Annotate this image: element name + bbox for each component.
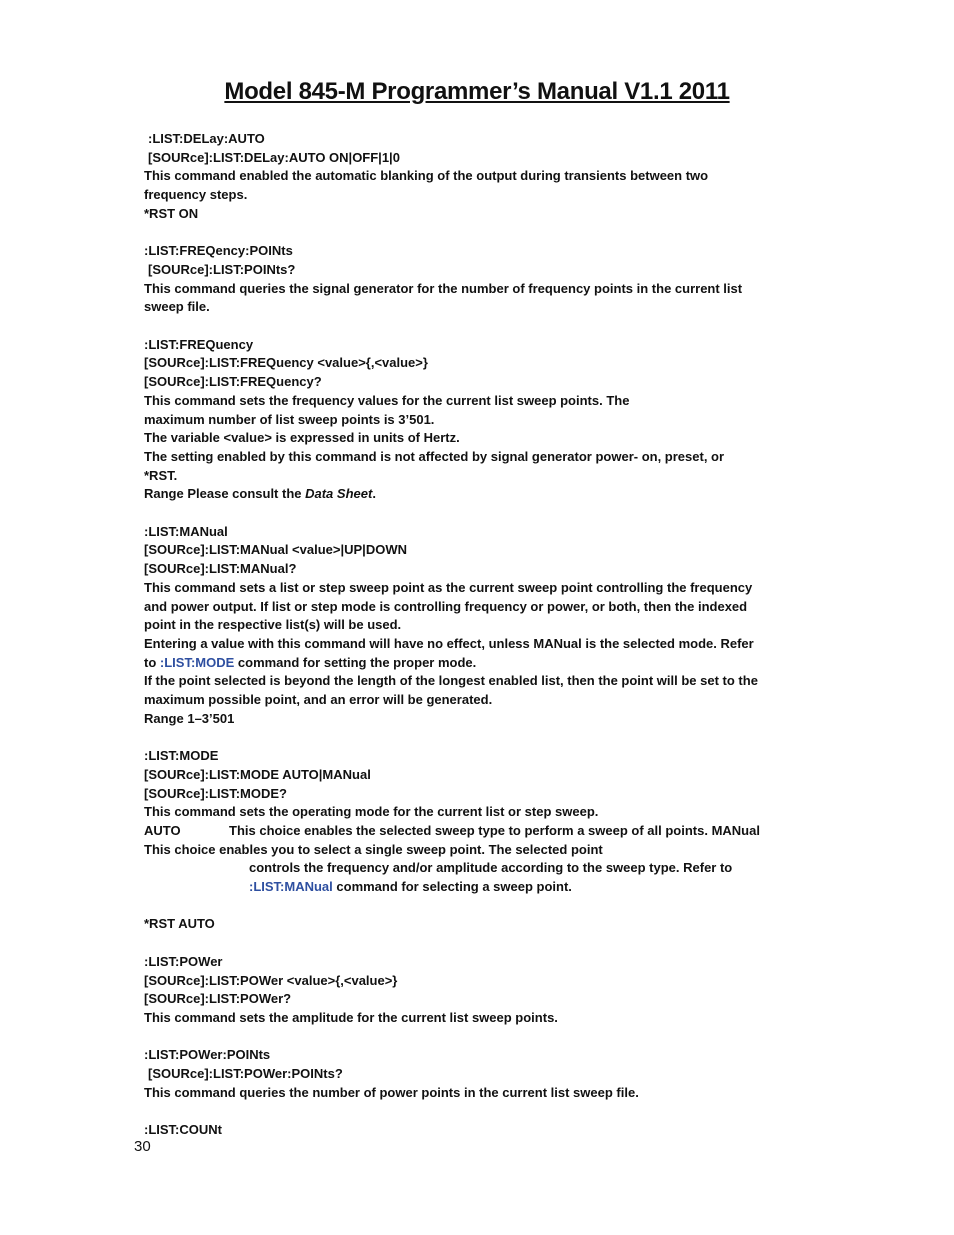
list-mode-link[interactable]: :LIST:MODE xyxy=(159,654,235,670)
description-line: maximum possible point, and an error will be generated. xyxy=(144,692,493,708)
range-prefix: Range Please consult the xyxy=(144,486,306,502)
range-suffix: . xyxy=(372,486,376,502)
auto-description: This choice enables the selected sweep type to perform a sweep of all points. MANual xyxy=(229,822,760,838)
command-syntax: [SOURce]:LIST:POINts? xyxy=(148,261,296,277)
command-heading: :LIST:COUNt xyxy=(144,1122,222,1138)
description-line: controls the frequency and/or amplitude according to the sweep type. Refer to xyxy=(249,860,733,876)
rst-value: *RST ON xyxy=(144,205,199,221)
command-syntax: [SOURce]:LIST:DELay:AUTO ON|OFF|1|0 xyxy=(148,149,400,165)
description-line: maximum number of list sweep points is 3’501. xyxy=(144,411,435,427)
command-syntax: [SOURce]:LIST:MANual? xyxy=(144,561,297,577)
command-syntax: [SOURce]:LIST:MANual <value>|UP|DOWN xyxy=(144,542,407,558)
command-syntax: [SOURce]:LIST:MODE AUTO|MANual xyxy=(144,766,371,782)
description-line: If the point selected is beyond the length of the longest enabled list, then the point will be set to the xyxy=(144,673,758,689)
description-line: *RST. xyxy=(144,467,178,483)
auto-choice-line xyxy=(144,822,814,841)
description-line: The setting enabled by this command is not affected by signal generator power- on, preset, or xyxy=(144,448,725,464)
description-line xyxy=(144,878,814,897)
description-line: This command sets a list or step sweep point as the current sweep point controlling the frequency xyxy=(144,579,753,595)
description-line: sweep file. xyxy=(144,299,210,315)
description-line: The variable <value> is expressed in units of Hertz. xyxy=(144,430,460,446)
document-body xyxy=(144,130,814,1140)
manual-choice-line: This choice enables you to select a single sweep point. The selected point xyxy=(144,841,603,857)
command-heading: :LIST:DELay:AUTO xyxy=(148,131,265,146)
range-line xyxy=(144,485,814,504)
text-suffix: command for setting the proper mode. xyxy=(234,654,477,670)
data-sheet-reference: Data Sheet xyxy=(305,486,373,502)
command-syntax: [SOURce]:LIST:POWer:POINts? xyxy=(148,1066,343,1082)
description-line: This command enabled the automatic blanking of the output during transients between two xyxy=(144,168,709,184)
rst-value: *RST AUTO xyxy=(144,916,215,932)
description-line: frequency steps. xyxy=(144,187,248,203)
command-heading: :LIST:POWer xyxy=(144,953,223,969)
range-line: Range 1–3’501 xyxy=(144,710,235,726)
description-line: This command sets the amplitude for the current list sweep points. xyxy=(144,1009,558,1025)
description-line: Entering a value with this command will have no effect, unless MANual is the selected mode. Refer xyxy=(144,635,754,651)
page-number: 30 xyxy=(134,1138,151,1155)
command-syntax: [SOURce]:LIST:FREQuency <value>{,<value>} xyxy=(144,355,428,371)
page-title: Model 845-M Programmer’s Manual V1.1 2011 xyxy=(224,78,730,105)
description-line: This command queries the number of power points in the current list sweep file. xyxy=(144,1084,639,1100)
description-line xyxy=(144,654,814,673)
command-syntax: [SOURce]:LIST:POWer <value>{,<value>} xyxy=(144,972,398,988)
text-prefix: to xyxy=(144,654,160,670)
description-line: This command sets the frequency values for the current list sweep points. The xyxy=(144,392,630,408)
description-line: and power output. If list or step mode is controlling frequency or power, or both, then the indexed xyxy=(144,598,748,614)
command-syntax: [SOURce]:LIST:POWer? xyxy=(144,991,292,1007)
text-suffix: command for selecting a sweep point. xyxy=(332,879,572,895)
command-heading: :LIST:MODE xyxy=(144,748,219,764)
list-manual-link[interactable]: :LIST:MANual xyxy=(249,879,333,895)
description-line: This command sets the operating mode for the current list or step sweep. xyxy=(144,804,599,820)
command-heading: :LIST:FREQency:POINts xyxy=(144,243,293,259)
command-heading: :LIST:POWer:POINts xyxy=(144,1047,271,1063)
auto-label: AUTO xyxy=(144,822,181,838)
command-syntax: [SOURce]:LIST:MODE? xyxy=(144,785,287,801)
description-line: point in the respective list(s) will be used. xyxy=(144,617,402,633)
command-heading: :LIST:FREQuency xyxy=(144,336,254,352)
description-line: This command queries the signal generator for the number of frequency points in the current list xyxy=(144,280,743,296)
command-heading: :LIST:MANual xyxy=(144,523,228,539)
command-syntax: [SOURce]:LIST:FREQuency? xyxy=(144,374,322,390)
